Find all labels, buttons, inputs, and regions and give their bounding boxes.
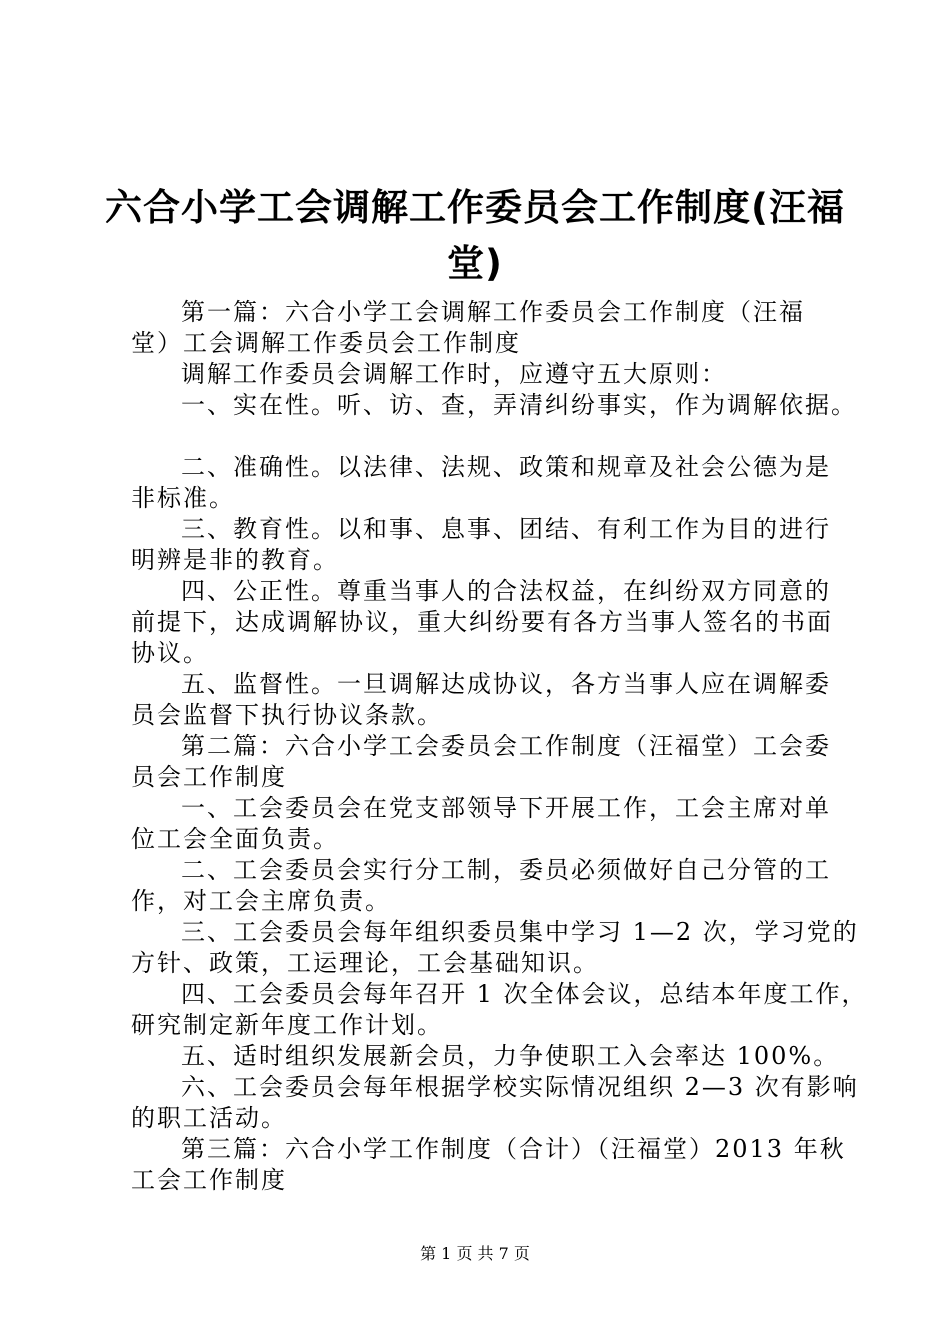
- body-text-line: 三、教育性。以和事、息事、团结、有利工作为目的进行: [181, 515, 831, 543]
- body-text-line: 非标准。: [131, 484, 235, 512]
- body-text-line: 五、适时组织发展新会员，力争使职工入会率达 100%。: [181, 1042, 840, 1070]
- body-text-line: 方针、政策，工运理论，工会基础知识。: [131, 949, 599, 977]
- body-text-line: 堂）工会调解工作委员会工作制度: [131, 329, 521, 357]
- body-text-line: 一、工会委员会在党支部领导下开展工作，工会主席对单: [181, 794, 831, 822]
- title-line-1: 六合小学工会调解工作委员会工作制度(汪福: [105, 186, 845, 229]
- body-text-line: 员会监督下执行协议条款。: [131, 701, 443, 729]
- body-text-line: [131, 421, 851, 452]
- body-text-line: 明辨是非的教育。: [131, 546, 339, 574]
- body-text-line: 六、工会委员会每年根据学校实际情况组织 2—3 次有影响: [181, 1073, 859, 1101]
- body-text-line: 第三篇：六合小学工作制度（合计）（汪福堂）2013 年秋: [181, 1135, 846, 1163]
- body-text-line: 工会工作制度: [131, 1166, 287, 1194]
- body-text-line: 第二篇：六合小学工会委员会工作制度（汪福堂）工会委: [181, 732, 831, 760]
- body-text-line: 五、监督性。一旦调解达成协议，各方当事人应在调解委: [181, 670, 831, 698]
- title-line-2: 堂): [447, 242, 503, 285]
- body-text-line: 前提下，达成调解协议，重大纠纷要有各方当事人签名的书面: [131, 608, 833, 636]
- body-text-line: 员会工作制度: [131, 763, 287, 791]
- body-text-line: 四、公正性。尊重当事人的合法权益，在纠纷双方同意的: [181, 577, 831, 605]
- body-text-line: 一、实在性。听、访、查，弄清纠纷事实，作为调解依据。: [181, 391, 857, 419]
- body-text-line: 三、工会委员会每年组织委员集中学习 1—2 次，学习党的: [181, 918, 859, 946]
- body-text-line: 的职工活动。: [131, 1104, 287, 1132]
- body-text-line: 研究制定新年度工作计划。: [131, 1011, 443, 1039]
- body-text-line: 协议。: [131, 639, 209, 667]
- body-text-line: 四、工会委员会每年召开 1 次全体会议，总结本年度工作，: [181, 980, 868, 1008]
- body-text-line: 二、工会委员会实行分工制，委员必须做好自己分管的工: [181, 856, 831, 884]
- body-text-line: 第一篇：六合小学工会调解工作委员会工作制度（汪福: [181, 298, 805, 326]
- document-title: [100, 180, 850, 292]
- body-text-line: 作，对工会主席负责。: [131, 887, 391, 915]
- body-text-line: 调解工作委员会调解工作时，应遵守五大原则：: [181, 360, 727, 388]
- body-text-line: 位工会全面负责。: [131, 825, 339, 853]
- page-footer: 第 1 页 共 7 页: [420, 1244, 530, 1263]
- body-text-line: 二、准确性。以法律、法规、政策和规章及社会公德为是: [181, 453, 831, 481]
- document-body: [131, 297, 868, 1196]
